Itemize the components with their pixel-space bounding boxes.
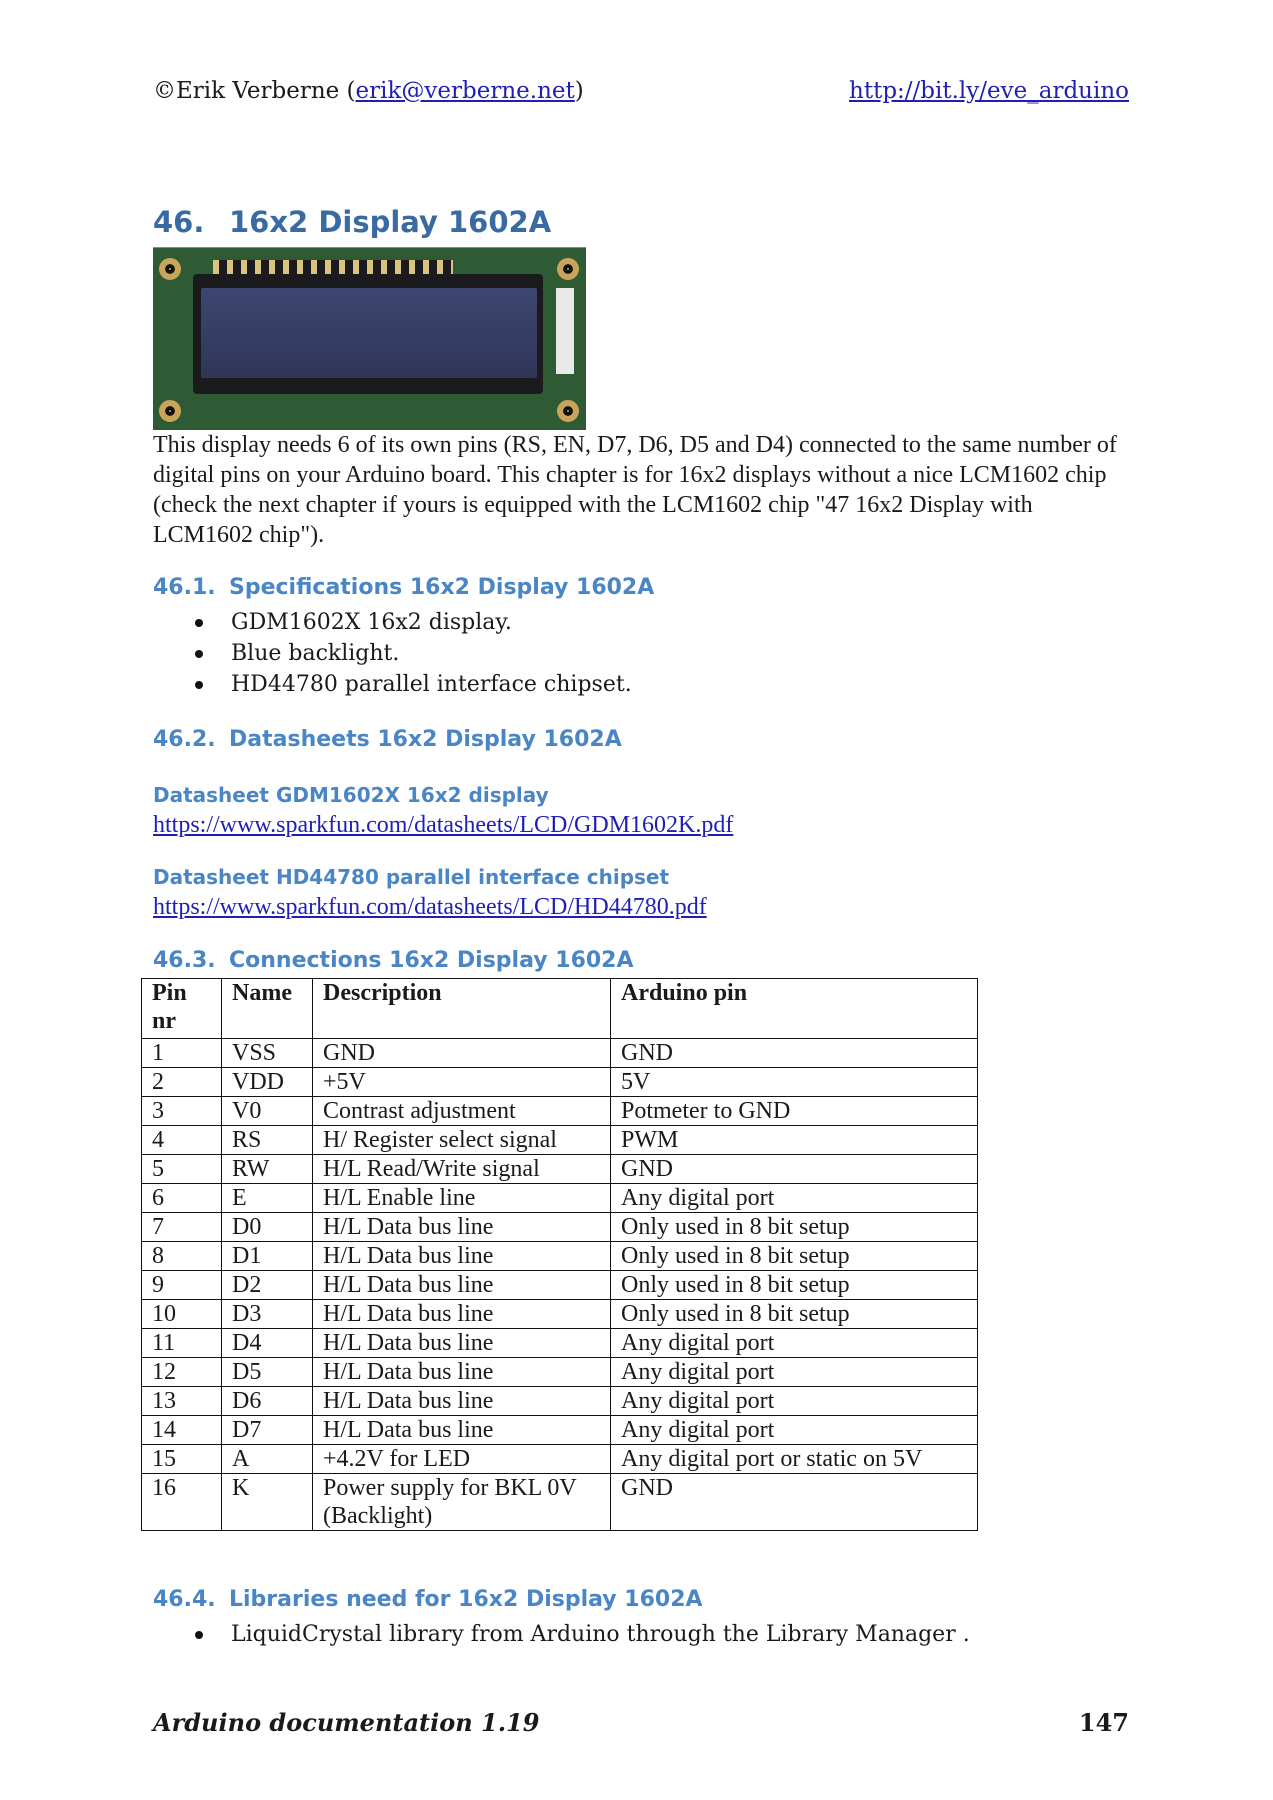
table-cell: D0: [222, 1213, 313, 1242]
table-cell: 1: [142, 1039, 222, 1068]
list-item: Blue backlight.: [153, 638, 632, 669]
lcd-screen: [201, 288, 537, 378]
table-cell: 4: [142, 1126, 222, 1155]
table-cell: H/L Data bus line: [313, 1300, 611, 1329]
flex-cable: [556, 288, 574, 374]
connections-table: [141, 978, 978, 1531]
table-row: [142, 1329, 978, 1358]
table-cell: D7: [222, 1416, 313, 1445]
chapter-number: 46.: [153, 205, 205, 239]
table-cell: RS: [222, 1126, 313, 1155]
table-cell: +5V: [313, 1068, 611, 1097]
header-pins: [213, 260, 453, 274]
table-cell: Any digital port: [611, 1416, 978, 1445]
table-cell: Only used in 8 bit setup: [611, 1242, 978, 1271]
table-cell: H/L Data bus line: [313, 1387, 611, 1416]
author-line: [153, 78, 584, 104]
libraries-list: [153, 1619, 970, 1650]
bullet-icon: [195, 681, 203, 689]
table-cell: 13: [142, 1387, 222, 1416]
table-cell: H/L Data bus line: [313, 1358, 611, 1387]
table-cell: 14: [142, 1416, 222, 1445]
header-url-link[interactable]: http://bit.ly/eve_arduino: [849, 78, 1129, 104]
table-cell: Only used in 8 bit setup: [611, 1213, 978, 1242]
table-cell: D1: [222, 1242, 313, 1271]
page-header: [153, 78, 1129, 108]
datasheet-link[interactable]: https://www.sparkfun.com/datasheets/LCD/GDM1602K.pdf: [153, 812, 734, 838]
table-cell: Potmeter to GND: [611, 1097, 978, 1126]
table-row: [142, 1474, 978, 1531]
list-item: GDM1602X 16x2 display.: [153, 607, 632, 638]
table-cell: D5: [222, 1358, 313, 1387]
table-row: [142, 1126, 978, 1155]
page-footer: [153, 1708, 1129, 1740]
list-item: LiquidCrystal library from Arduino through the Library Manager .: [153, 1619, 970, 1650]
section-libraries-heading: [153, 1587, 703, 1612]
datasheet-link[interactable]: https://www.sparkfun.com/datasheets/LCD/HD44780.pdf: [153, 894, 707, 920]
table-cell: VSS: [222, 1039, 313, 1068]
table-cell: Any digital port: [611, 1184, 978, 1213]
chapter-title-text: 16x2 Display 1602A: [229, 205, 552, 239]
table-row: [142, 1039, 978, 1068]
section-datasheets-heading: [153, 727, 622, 752]
table-cell: K: [222, 1474, 313, 1531]
section-number: 46.3.: [153, 948, 216, 973]
section-title: Connections 16x2 Display 1602A: [229, 948, 634, 973]
datasheet-title: Datasheet GDM1602X 16x2 display: [153, 783, 549, 807]
section-specifications-heading: [153, 575, 654, 600]
table-row: [142, 1213, 978, 1242]
table-row: [142, 1271, 978, 1300]
section-number: 46.1.: [153, 575, 216, 600]
table-cell: H/L Enable line: [313, 1184, 611, 1213]
specifications-list: [153, 607, 632, 700]
table-cell: GND: [611, 1039, 978, 1068]
author-email-link[interactable]: erik@verberne.net: [355, 78, 575, 104]
table-cell: PWM: [611, 1126, 978, 1155]
table-cell: 10: [142, 1300, 222, 1329]
mount-hole-icon: [159, 258, 181, 280]
table-row: [142, 1387, 978, 1416]
table-row: [142, 1242, 978, 1271]
table-cell: Any digital port: [611, 1358, 978, 1387]
mount-hole-icon: [159, 400, 181, 422]
table-cell: Only used in 8 bit setup: [611, 1271, 978, 1300]
column-header: Description: [313, 979, 611, 1039]
table-cell: +4.2V for LED: [313, 1445, 611, 1474]
table-cell: H/L Data bus line: [313, 1213, 611, 1242]
mount-hole-icon: [557, 258, 579, 280]
bullet-icon: [195, 650, 203, 658]
column-header: Pin nr: [142, 979, 222, 1039]
table-cell: 16: [142, 1474, 222, 1531]
table-cell: 9: [142, 1271, 222, 1300]
table-cell: 5: [142, 1155, 222, 1184]
datasheet-title: Datasheet HD44780 parallel interface chipset: [153, 865, 670, 889]
table-row: [142, 1358, 978, 1387]
table-cell: GND: [611, 1155, 978, 1184]
author-suffix: ): [574, 78, 584, 104]
table-row: [142, 1300, 978, 1329]
table-cell: 6: [142, 1184, 222, 1213]
table-cell: A: [222, 1445, 313, 1474]
table-cell: Any digital port: [611, 1329, 978, 1358]
table-cell: H/L Data bus line: [313, 1271, 611, 1300]
table-cell: RW: [222, 1155, 313, 1184]
section-connections-heading: [153, 948, 634, 973]
table-cell: GND: [313, 1039, 611, 1068]
table-row: [142, 1097, 978, 1126]
table-cell: Contrast adjustment: [313, 1097, 611, 1126]
table-row: [142, 1416, 978, 1445]
table-header-row: [142, 979, 978, 1039]
section-title: Specifications 16x2 Display 1602A: [229, 575, 655, 600]
table-cell: 2: [142, 1068, 222, 1097]
table-cell: Power supply for BKL 0V (Backlight): [313, 1474, 611, 1531]
table-row: [142, 1068, 978, 1097]
table-cell: D4: [222, 1329, 313, 1358]
table-cell: H/L Data bus line: [313, 1416, 611, 1445]
table-cell: D2: [222, 1271, 313, 1300]
table-cell: 12: [142, 1358, 222, 1387]
table-cell: VDD: [222, 1068, 313, 1097]
table-cell: H/ Register select signal: [313, 1126, 611, 1155]
footer-doc-title: Arduino documentation 1.19: [153, 1708, 540, 1737]
table-cell: 7: [142, 1213, 222, 1242]
intro-paragraph: This display needs 6 of its own pins (RS, EN, D7, D6, D5 and D4) connected to the same number of digital pins on your Arduino board. This chapter is for 16x2 displays without a nice LCM1602 chip (check the next chapter if yours is equipped with the LCM1602 chip "47 16x2 Display with LCM1602 chip").: [153, 432, 1117, 548]
bullet-icon: [195, 1631, 203, 1639]
table-cell: H/L Data bus line: [313, 1242, 611, 1271]
display-photo: [153, 247, 586, 430]
column-header: Arduino pin: [611, 979, 978, 1039]
table-cell: H/L Data bus line: [313, 1329, 611, 1358]
list-item: HD44780 parallel interface chipset.: [153, 669, 632, 700]
table-cell: 15: [142, 1445, 222, 1474]
section-title: Libraries need for 16x2 Display 1602A: [229, 1587, 703, 1612]
column-header: Name: [222, 979, 313, 1039]
table-cell: D3: [222, 1300, 313, 1329]
table-cell: H/L Read/Write signal: [313, 1155, 611, 1184]
table-row: [142, 1445, 978, 1474]
table-cell: Any digital port or static on 5V: [611, 1445, 978, 1474]
table-cell: 3: [142, 1097, 222, 1126]
table-row: [142, 1184, 978, 1213]
table-cell: E: [222, 1184, 313, 1213]
section-title: Datasheets 16x2 Display 1602A: [229, 727, 622, 752]
table-row: [142, 1155, 978, 1184]
table-cell: 8: [142, 1242, 222, 1271]
table-cell: Any digital port: [611, 1387, 978, 1416]
table-cell: D6: [222, 1387, 313, 1416]
page-number: 147: [1078, 1708, 1129, 1737]
table-cell: 11: [142, 1329, 222, 1358]
section-number: 46.2.: [153, 727, 216, 752]
mount-hole-icon: [557, 400, 579, 422]
section-number: 46.4.: [153, 1587, 216, 1612]
author-prefix: ©Erik Verberne (: [153, 78, 356, 104]
table-cell: Only used in 8 bit setup: [611, 1300, 978, 1329]
table-cell: V0: [222, 1097, 313, 1126]
table-cell: GND: [611, 1474, 978, 1531]
bullet-icon: [195, 619, 203, 627]
chapter-title: [153, 205, 551, 239]
table-cell: 5V: [611, 1068, 978, 1097]
